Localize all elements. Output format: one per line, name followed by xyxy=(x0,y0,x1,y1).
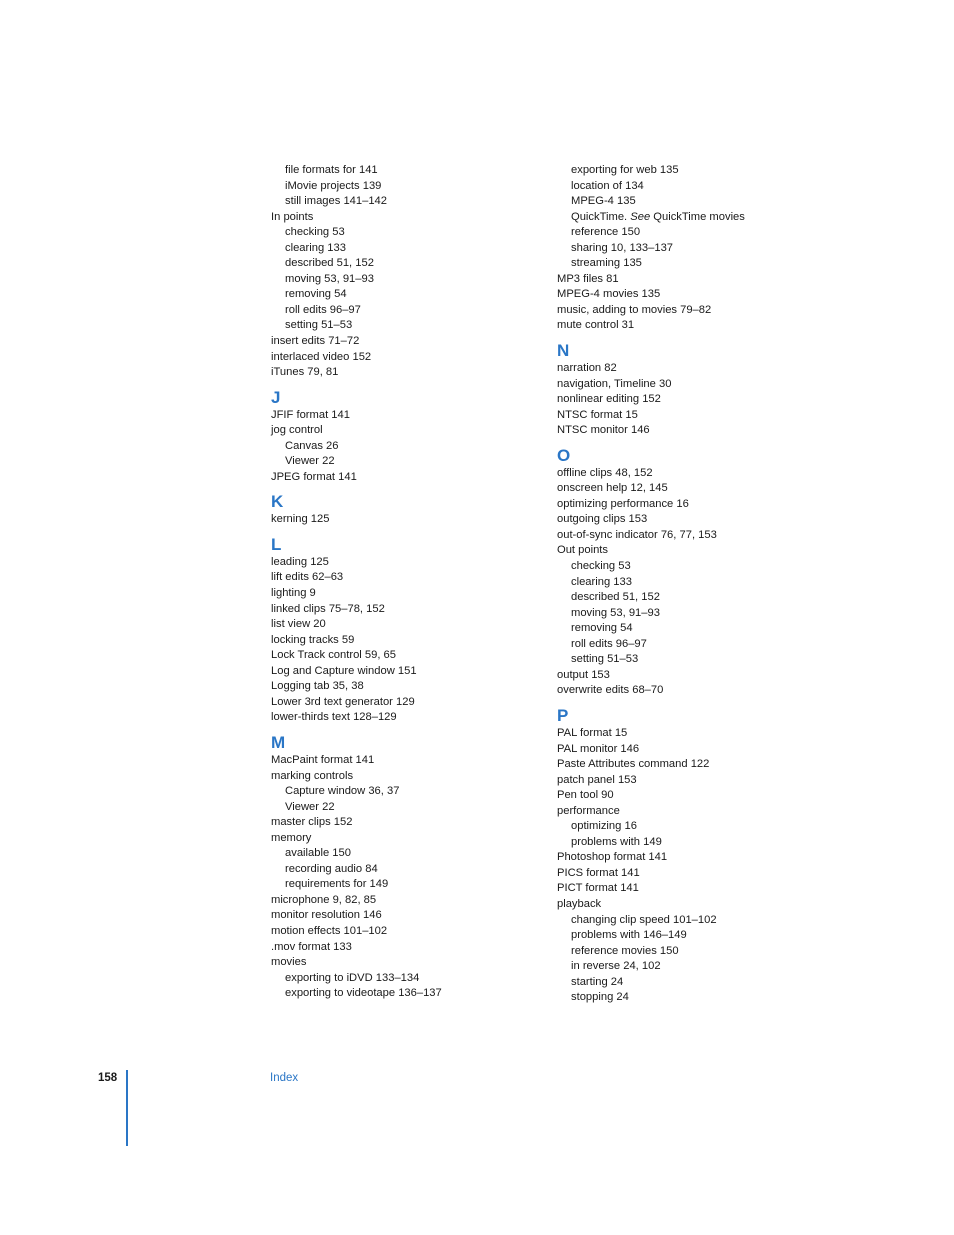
index-entry: microphone 9, 82, 85 xyxy=(271,893,377,906)
index-entry: interlaced video 152 xyxy=(271,350,372,363)
index-entry: Out points xyxy=(557,544,608,557)
index-column-left xyxy=(271,163,521,1002)
index-entry: lower-thirds text 128–129 xyxy=(271,711,397,724)
index-entry: leading 125 xyxy=(271,555,329,568)
index-subentry: setting 51–53 xyxy=(571,653,639,666)
index-entry: Photoshop format 141 xyxy=(557,851,668,864)
index-subentry: location of 134 xyxy=(571,179,644,192)
section-letter: N xyxy=(557,341,570,361)
index-subentry: streaming 135 xyxy=(571,257,642,270)
index-entry: optimizing performance 16 xyxy=(557,497,689,510)
index-entry: MP3 files 81 xyxy=(557,272,619,285)
index-entry: NTSC monitor 146 xyxy=(557,424,650,437)
section-letter: K xyxy=(271,492,284,512)
index-subentry: MPEG-4 135 xyxy=(571,195,636,208)
index-entry: iTunes 79, 81 xyxy=(271,366,339,379)
index-subentry: file formats for 141 xyxy=(285,164,378,176)
index-subentry xyxy=(557,210,807,226)
index-entry: marking controls xyxy=(271,769,354,782)
index-entry: linked clips 75–78, 152 xyxy=(271,602,385,615)
index-subentry: roll edits 96–97 xyxy=(571,637,647,650)
index-entry: overwrite edits 68–70 xyxy=(557,684,664,697)
page-number: 158 xyxy=(98,1072,118,1084)
index-entry: output 153 xyxy=(557,668,610,681)
index-subentry: reference movies 150 xyxy=(571,944,679,957)
index-entry: narration 82 xyxy=(557,362,617,375)
index-entry: NTSC format 15 xyxy=(557,408,638,421)
index-subentry: recording audio 84 xyxy=(285,862,378,875)
section-letter: P xyxy=(557,705,569,725)
index-entry: locking tracks 59 xyxy=(271,633,355,646)
index-entry: In points xyxy=(271,210,314,223)
index-subentry: optimizing 16 xyxy=(571,820,637,833)
index-subentry: checking 53 xyxy=(571,560,631,573)
index-subentry: described 51, 152 xyxy=(285,257,374,270)
index-entry: memory xyxy=(271,831,312,844)
index-entry: PICT format 141 xyxy=(557,882,639,895)
entry-text: QuickTime movies xyxy=(650,210,745,223)
section-letter: L xyxy=(271,534,282,554)
index-entry: Paste Attributes command 122 xyxy=(557,758,710,771)
index-entry: offline clips 48, 152 xyxy=(557,466,653,479)
index-subentry: iMovie projects 139 xyxy=(285,179,382,192)
index-subentry: changing clip speed 101–102 xyxy=(571,913,717,926)
index-entry: Pen tool 90 xyxy=(557,789,614,802)
index-subentry: available 150 xyxy=(285,847,351,860)
index-subentry: removing 54 xyxy=(285,288,347,301)
index-entry: playback xyxy=(557,897,602,910)
index-subentry: Canvas 26 xyxy=(285,439,339,452)
index-entry: monitor resolution 146 xyxy=(271,909,382,922)
index-entry: JFIF format 141 xyxy=(271,408,350,421)
index-entry: mute control 31 xyxy=(557,319,635,332)
index-entry: lighting 9 xyxy=(271,587,316,600)
index-subentry: stopping 24 xyxy=(571,991,629,1004)
index-entry: MacPaint format 141 xyxy=(271,753,375,766)
index-entry: movies xyxy=(271,956,307,969)
index-entry: jog control xyxy=(271,424,323,437)
index-entry: navigation, Timeline 30 xyxy=(557,377,672,390)
index-subentry: described 51, 152 xyxy=(571,591,660,604)
index-subentry: still images 141–142 xyxy=(285,195,387,208)
index-subentry: problems with 146–149 xyxy=(571,929,687,942)
index-entry: onscreen help 12, 145 xyxy=(557,482,668,495)
index-entry: music, adding to movies 79–82 xyxy=(557,303,712,316)
entry-text: QuickTime. xyxy=(571,210,631,223)
index-entry: JPEG format 141 xyxy=(271,470,357,483)
section-letter: O xyxy=(557,445,571,465)
index-entry: kerning 125 xyxy=(271,513,330,526)
section-letter: J xyxy=(271,387,281,407)
section-letter: M xyxy=(271,732,286,752)
index-entry: patch panel 153 xyxy=(557,773,637,786)
index-entry: nonlinear editing 152 xyxy=(557,393,661,406)
footer-section-label: Index xyxy=(270,1072,299,1084)
index-entry: Logging tab 35, 38 xyxy=(271,680,364,693)
index-entry: .mov format 133 xyxy=(271,940,352,953)
index-entry: Lower 3rd text generator 129 xyxy=(271,695,415,708)
index-subentry: starting 24 xyxy=(571,975,624,988)
index-entry: motion effects 101–102 xyxy=(271,924,388,937)
index-entry: master clips 152 xyxy=(271,816,353,829)
index-column-right xyxy=(557,163,807,1006)
index-entry: list view 20 xyxy=(271,618,326,631)
index-subentry: clearing 133 xyxy=(285,241,346,254)
index-subentry: reference 150 xyxy=(571,226,641,239)
index-entry: performance xyxy=(557,804,620,817)
index-entry: lift edits 62–63 xyxy=(271,571,344,584)
index-subentry: exporting for web 135 xyxy=(571,164,679,176)
index-subentry: moving 53, 91–93 xyxy=(285,272,374,285)
index-subentry: requirements for 149 xyxy=(285,878,389,891)
index-subentry: roll edits 96–97 xyxy=(285,303,361,316)
index-subentry: setting 51–53 xyxy=(285,319,353,332)
index-subentry: in reverse 24, 102 xyxy=(571,960,661,973)
index-subentry: exporting to videotape 136–137 xyxy=(285,987,442,1000)
index-entry: PICS format 141 xyxy=(557,866,640,879)
index-entry: MPEG-4 movies 135 xyxy=(557,288,661,301)
index-subentry: exporting to iDVD 133–134 xyxy=(285,971,420,984)
index-entry: outgoing clips 153 xyxy=(557,513,648,526)
index-subentry: checking 53 xyxy=(285,226,345,239)
index-subentry: Viewer 22 xyxy=(285,800,335,813)
index-subentry: clearing 133 xyxy=(571,575,632,588)
index-entry: PAL monitor 146 xyxy=(557,742,640,755)
index-subentry: removing 54 xyxy=(571,622,633,635)
index-entry: insert edits 71–72 xyxy=(271,335,360,348)
index-entry: Log and Capture window 151 xyxy=(271,664,417,677)
index-subentry: sharing 10, 133–137 xyxy=(571,241,674,254)
footer-rule xyxy=(126,1070,128,1146)
index-subentry: moving 53, 91–93 xyxy=(571,606,660,619)
index-subentry: Capture window 36, 37 xyxy=(285,785,400,798)
see-reference: See xyxy=(630,210,651,223)
index-subentry: Viewer 22 xyxy=(285,455,335,468)
index-entry: out-of-sync indicator 76, 77, 153 xyxy=(557,528,717,541)
index-subentry: problems with 149 xyxy=(571,835,662,848)
index-entry: Lock Track control 59, 65 xyxy=(271,649,396,662)
index-entry: PAL format 15 xyxy=(557,726,628,739)
